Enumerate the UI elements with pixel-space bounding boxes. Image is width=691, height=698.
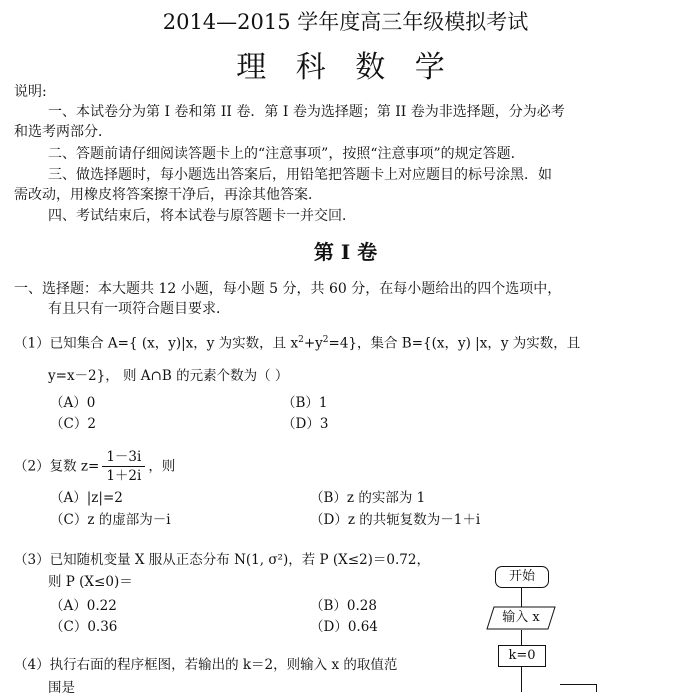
q2-fraction bbox=[102, 448, 145, 485]
exam-title: 2014—2015 学年度高三年级模拟考试 bbox=[162, 10, 529, 34]
q1-text-c: =4}，集合 B={(x，y) |x，y 为实数，且 bbox=[328, 335, 581, 352]
q1-option-c[interactable]: （C）2 bbox=[50, 416, 96, 432]
q1-text-a: （1）已知集合 A={ (x，y)|x，y 为实数，且 x bbox=[14, 335, 299, 352]
q3-option-d[interactable]: （D）0.64 bbox=[310, 619, 378, 635]
q2-option-d[interactable]: （D）z 的共轭复数为－1＋i bbox=[310, 512, 481, 528]
flowchart-connector-1 bbox=[521, 587, 522, 607]
q2-prefix: （2）复数 z= bbox=[14, 458, 100, 475]
q1-option-b[interactable]: （B）1 bbox=[282, 395, 328, 411]
flowchart-connector-2 bbox=[521, 630, 522, 646]
q2-option-a[interactable]: （A）|z|=2 bbox=[50, 490, 123, 506]
q2-denominator: 1＋2i bbox=[106, 468, 142, 484]
q3-stem-line2: 则 P (X≤0)＝ bbox=[48, 574, 133, 590]
q4-stem-line1: （4）执行右面的程序框图，若输出的 k＝2，则输入 x 的取值范 bbox=[14, 657, 398, 673]
instruction-4: 四、考试结束后，将本试卷与原答题卡一并交回． bbox=[48, 208, 356, 224]
flowchart-assign: k=0 bbox=[498, 645, 546, 667]
q3-option-c[interactable]: （C）0.36 bbox=[50, 619, 118, 635]
q2-option-b[interactable]: （B）z 的实部为 1 bbox=[310, 490, 426, 506]
q3-option-a[interactable]: （A）0.22 bbox=[50, 598, 117, 614]
q1-option-a[interactable]: （A）0 bbox=[50, 395, 96, 411]
instruction-1-line1: 一、本试卷分为第 I 卷和第 II 卷．第 I 卷为选择题；第 II 卷为非选择题，分为必考 bbox=[48, 104, 565, 120]
part-one-line2: 有且只有一项符合题目要求． bbox=[48, 301, 230, 317]
flowchart-connector-3 bbox=[521, 666, 522, 692]
instructions-heading: 说明: bbox=[14, 84, 47, 100]
q1-text-b: +y bbox=[303, 335, 323, 352]
instruction-3-line2: 需改动，用橡皮将答案擦干净后，再涂其他答案． bbox=[14, 187, 322, 203]
q1-stem-line1 bbox=[14, 330, 580, 354]
flowchart-input: 输入 x bbox=[502, 610, 540, 625]
q4-stem-line2: 围是 bbox=[48, 680, 75, 696]
q2-stem bbox=[14, 448, 175, 485]
q1-sup-y: 2 bbox=[322, 335, 329, 345]
q2-option-c[interactable]: （C）z 的虚部为－i bbox=[50, 512, 171, 528]
subject-title: 理 科 数 学 bbox=[236, 50, 455, 85]
section-title: 第 I 卷 bbox=[313, 240, 378, 264]
q3-option-b[interactable]: （B）0.28 bbox=[310, 598, 377, 614]
flowchart-loop-line bbox=[560, 684, 596, 685]
q2-numerator: 1－3i bbox=[102, 448, 145, 467]
q2-suffix: ，则 bbox=[148, 458, 176, 475]
flowchart-loop-drop bbox=[596, 684, 597, 692]
instruction-3-line1: 三、做选择题时，每小题选出答案后，用铅笔把答题卡上对应题目的标号涂黑．如 bbox=[48, 167, 552, 183]
q1-stem-line2: y=x－2}， 则 A∩B 的元素个数为（ ） bbox=[48, 368, 289, 384]
flowchart-start: 开始 bbox=[495, 566, 549, 588]
q3-stem-line1: （3）已知随机变量 X 服从正态分布 N(1, σ²)，若 P (X≤2)＝0.72， bbox=[14, 552, 430, 568]
instruction-2: 二、答题前请仔细阅读答题卡上的“注意事项”，按照“注意事项”的规定答题． bbox=[48, 146, 525, 162]
instruction-1-line2: 和选考两部分． bbox=[14, 124, 112, 140]
q1-option-d[interactable]: （D）3 bbox=[282, 416, 329, 432]
part-one-line1: 一、选择题：本大题共 12 小题，每小题 5 分，共 60 分，在每小题给出的四个选项中， bbox=[14, 281, 562, 297]
q1-sup-x: 2 bbox=[298, 335, 304, 345]
